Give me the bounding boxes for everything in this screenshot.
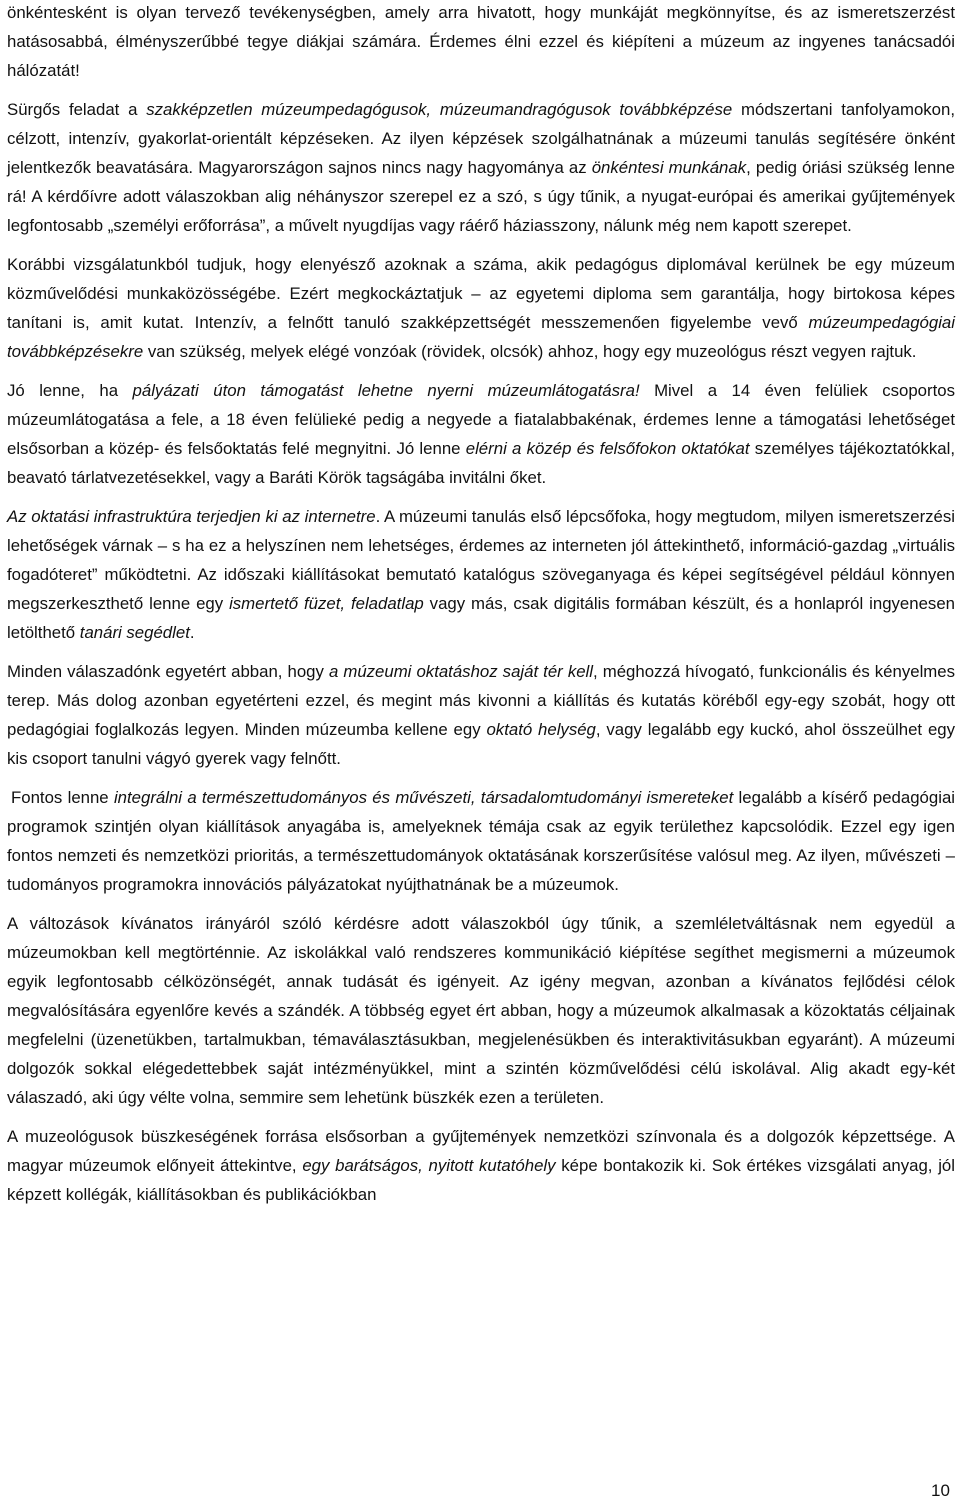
italic-text-run: tanári segédlet bbox=[79, 623, 190, 642]
italic-text-run: szakképzetlen múzeumpedagógusok, múzeumandragógusok továbbképzése bbox=[146, 100, 733, 119]
text-run: önkéntesként is olyan tervező tevékenységben, amely arra hivatott, hogy munkáját megkönnyítse, és az ismeretszerzést hatásosabbá, élményszerűbbé tegye diákjai számára. Érdemes élni ezzel és kiépíteni a múzeum az ingyenes tanácsadói hálózatát! bbox=[7, 3, 955, 80]
italic-text-run: Az oktatási infrastruktúra terjedjen ki az internetre bbox=[7, 507, 376, 526]
paragraph bbox=[7, 0, 955, 85]
text-run: A változások kívánatos irányáról szóló kérdésre adott válaszokból úgy tűnik, a szemléletváltásnak nem egyedül a múzeumokban kell megtörténnie. Az iskolákkal való rendszeres kommunikáció kiépítése segíthet megismerni a múzeumok egyik legfontosabb célközönségét, annak tudását és igényeit. Az igény megvan, azonban a kívánatos fejlődési célok megvalósítására egyenlőre kevés a szándék. A többség egyet ért abban, hogy a múzeumok alkalmasak a közoktatás céljainak megfelelni (üzenetükben, tartalmukban, témaválasztásukban, megjelenésükben és interaktivitásukban egyaránt). A múzeumi dolgozók sokkal elégedettebbek saját intézményükkel, mint a szintén közművelődési célú iskolával. Alig akadt egy-két válaszadó, aki úgy vélte volna, semmire sem lehetünk büszkék ezen a területen. bbox=[7, 914, 955, 1107]
text-run: legalább a kísérő pedagógiai programok szintjén olyan kiállítások anyagába is, amelyeknek témája csak az egyik területhez kapcsolódik. Ezzel egy igen fontos nemzeti és nemzetközi prioritás, a természettudományok oktatásának korszerűsítése valósul meg. Az ilyen, művészeti – tudományos programokra innovációs pályázatokat nyújthatnának be a múzeumok. bbox=[7, 788, 955, 894]
paragraph bbox=[7, 657, 955, 773]
text-run: Fontos lenne bbox=[11, 788, 114, 807]
italic-text-run: ismertető füzet, feladatlap bbox=[229, 594, 424, 613]
text-run: módszertani tanfolyamokon, célzott, intenzív, gyakorlat-orientált képzéseken. Az ilyen képzések szolgálhatnának a múzeumi tanulás segítésére önként jelentkezők beavatására. Magyarországon sajnos nincs nagy hagyománya az bbox=[7, 100, 955, 177]
italic-text-run: elérni a közép és felsőfokon oktatókat bbox=[465, 439, 750, 458]
text-run: A muzeológusok büszkeségének forrása elsősorban a gyűjtemények nemzetközi színvonala és a dolgozók képzettsége. A magyar múzeumok előnyeit áttekintve, bbox=[7, 1127, 955, 1175]
text-run: Korábbi vizsgálatunkból tudjuk, hogy elenyésző azoknak a száma, akik pedagógus diplomával kerülnek be egy múzeum közművelődési munkaközösségébe. Ezért megkockáztatjuk – az egyetemi diploma sem garantálja, hogy birtokosa képes tanítani is, amit kutat. Intenzív, a felnőtt tanuló szakképzettségét messzemenően figyelembe vevő bbox=[7, 255, 955, 332]
italic-text-run: egy barátságos, nyitott kutatóhely bbox=[302, 1156, 556, 1175]
document-body bbox=[7, 0, 955, 1209]
paragraph bbox=[7, 502, 955, 647]
paragraph bbox=[7, 250, 955, 366]
italic-text-run: a múzeumi oktatáshoz saját tér kell bbox=[328, 662, 593, 681]
paragraph bbox=[7, 1122, 955, 1209]
italic-text-run: oktató helység bbox=[486, 720, 596, 739]
italic-text-run: pályázati úton támogatást lehetne nyerni múzeumlátogatásra! bbox=[132, 381, 640, 400]
text-run: , vagy legalább egy kuckó, ahol összeülhet egy kis csoport tanulni vágyó gyerek vagy felnőtt. bbox=[7, 720, 955, 768]
paragraph bbox=[7, 376, 955, 492]
italic-text-run: önkéntesi munkának bbox=[591, 158, 747, 177]
text-run: , méghozzá hívogató, funkcionális és kényelmes terep. Más dolog azonban egyetérteni ezzel, és megint más kivonni a kiállítás és kutatás köréből egy-egy szobát, hogy ott pedagógiai foglalkozás legyen. Minden múzeumba kellene egy bbox=[7, 662, 956, 739]
paragraph bbox=[7, 783, 955, 899]
text-run: Mivel a 14 éven felüliek csoportos múzeumlátogatása a fele, a 18 éven felülieké pedig a negyede a fiatalabbakénak, érdemes lenne a támogatási lehetőséget elsősorban a közép- és felsőoktatás felé megnyitni. Jó lenne bbox=[7, 381, 955, 458]
page-number: 10 bbox=[931, 1481, 950, 1500]
paragraph bbox=[7, 909, 955, 1112]
text-run: . A múzeumi tanulás első lépcsőfoka, hogy megtudom, milyen ismeretszerzési lehetőségek várnak – s ha ez a helyszínen nem lehetséges, érdemes az interneten jól áttekinthető, információ-gazdag „virtuális fogadóteret” működtetni. Az időszaki kiállításokat bemutató katalógus szöveganyaga és képei segítségével például könnyen megszerkeszthető lenne egy bbox=[7, 507, 955, 613]
text-run: . bbox=[189, 623, 195, 642]
text-run: személyes tájékoztatókkal, beavató tárlatvezetésekkel, vagy a Baráti Körök tagságába invitálni őket. bbox=[7, 439, 956, 487]
text-run: képe bontakozik ki. Sok értékes vizsgálati anyag, jól képzett kollégák, kiállításokban és publikációkban bbox=[7, 1156, 955, 1204]
paragraph bbox=[7, 95, 955, 240]
text-run: vagy más, csak digitális formában készült, és a honlapról ingyenesen letölthető bbox=[7, 594, 955, 642]
text-run: Minden válaszadónk egyetért abban, hogy bbox=[7, 662, 329, 681]
text-run: , pedig óriási szükség lenne rá! A kérdőívre adott válaszokban alig néhányszor szerepel ez a szó, s úgy tűnik, a nyugat-európai és amerikai gyűjtemények legfontosabb „személyi erőforrása”, a művelt nyugdíjas vagy ráérő háziasszony, nálunk még nem kapott szerepet. bbox=[7, 158, 955, 235]
italic-text-run: integrálni a természettudományos és művészeti, társadalomtudományi ismereteket bbox=[113, 788, 734, 807]
text-run: Jó lenne, ha bbox=[7, 381, 133, 400]
text-run: van szükség, melyek elégé vonzóak (rövidek, olcsók) ahhoz, hogy egy muzeológus részt vegyen rajtuk. bbox=[143, 342, 917, 361]
text-run: Sürgős feladat a bbox=[7, 100, 147, 119]
italic-text-run: múzeumpedagógiai továbbképzésekre bbox=[7, 313, 955, 361]
